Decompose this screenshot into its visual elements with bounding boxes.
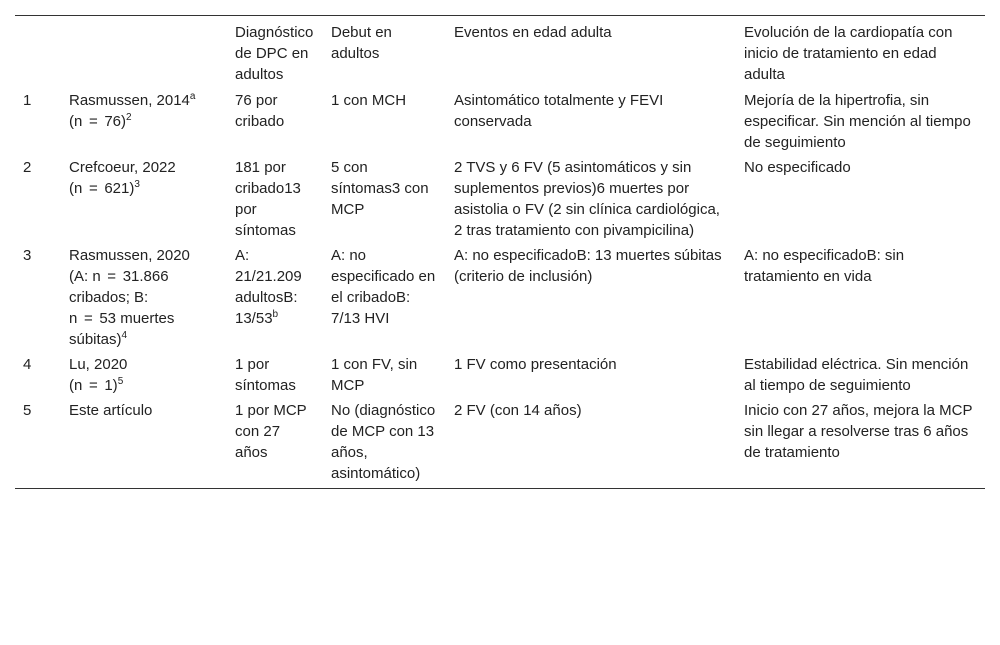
equals-sign: =: [107, 268, 117, 285]
evolution-cell: No especificado: [744, 159, 851, 176]
table-row: [15, 400, 985, 489]
diagnosis-cell: [227, 245, 323, 354]
evolution-cell: Mejoría de la hipertrofia, sin especificar. Sin mención al tiempo de seguimiento: [744, 92, 971, 151]
table-row: [15, 354, 985, 400]
debut-cell: 1 con FV, sin MCP: [331, 356, 418, 394]
equals-sign: =: [88, 113, 98, 130]
row-number: 3: [23, 247, 32, 264]
sample-size-prefix: (n: [69, 180, 83, 197]
study-cell: [61, 354, 227, 400]
reference-number: 2: [126, 112, 132, 123]
sample-size-prefix: (A: n: [69, 268, 101, 285]
events-cell: 1 FV como presentación: [454, 356, 617, 373]
study-cell: [61, 400, 227, 489]
table-row: [15, 245, 985, 354]
diagnosis-cell: 181 por cribado13 por síntomas: [235, 159, 301, 239]
row-number: 4: [23, 356, 32, 373]
sample-size-value: 621): [104, 180, 135, 197]
diagnosis-cell: 1 por MCP con 27 años: [235, 402, 307, 461]
evolution-cell: A: no especificadoB: sin tratamiento en vida: [744, 247, 905, 285]
study-cell: [61, 157, 227, 245]
comparison-table-container: [15, 15, 985, 489]
row-number: 1: [23, 92, 32, 109]
diagnosis-cell: 1 por síntomas: [235, 356, 296, 394]
evolution-cell: Estabilidad eléctrica. Sin mención al tiempo de seguimiento: [744, 356, 969, 394]
events-cell: 2 FV (con 14 años): [454, 402, 582, 419]
study-cell: [61, 245, 227, 354]
sample-size-value: 1): [104, 377, 118, 394]
header-cell-events: Eventos en edad adulta: [454, 24, 612, 41]
sample-size-prefix: n: [69, 310, 78, 327]
header-cell-debut: Debut en adultos: [331, 24, 392, 62]
footnote-mark: b: [272, 309, 279, 320]
equals-sign: =: [88, 180, 98, 197]
debut-cell: No (diagnóstico de MCP con 13 años, asintomático): [331, 402, 436, 482]
events-cell: Asintomático totalmente y FEVI conservada: [454, 92, 664, 130]
sample-size-prefix: (n: [69, 113, 83, 130]
diagnosis-text: A: 21/21.209 adultosB: 13/53: [235, 247, 302, 327]
sample-size-text: súbitas): [69, 331, 122, 348]
study-name: Crefcoeur, 2022: [69, 159, 176, 176]
header-cell-evolution: Evolución de la cardiopatía con inicio de tratamiento en edad adulta: [744, 24, 953, 83]
evolution-cell: Inicio con 27 años, mejora la MCP sin llegar a resolverse tras 6 años de tratamiento: [744, 402, 973, 461]
footnote-mark: a: [189, 91, 196, 102]
header-cell-diagnosis: Diagnóstico de DPC en adultos: [235, 24, 314, 83]
sample-size-prefix: (n: [69, 377, 83, 394]
sample-size-value: 31.866: [122, 268, 169, 285]
study-name: Lu, 2020: [69, 356, 128, 373]
debut-cell: 1 con MCH: [331, 92, 407, 109]
events-cell: A: no especificadoB: 13 muertes súbitas (criterio de inclusión): [454, 247, 722, 285]
table-header-row: [15, 16, 985, 91]
sample-size-value: 76): [104, 113, 127, 130]
reference-number: 5: [117, 376, 124, 387]
reference-number: 3: [134, 179, 140, 190]
study-name: Rasmussen, 2020: [69, 247, 190, 264]
equals-sign: =: [83, 310, 93, 327]
row-number: 5: [23, 402, 32, 419]
sample-size-value: 53 muertes: [99, 310, 175, 327]
debut-cell: 5 con síntomas3 con MCP: [331, 159, 429, 218]
debut-cell: A: no especificado en el cribadoB: 7/13 HVI: [331, 247, 436, 327]
table-row: [15, 90, 985, 157]
header-cell-number: [15, 16, 61, 91]
diagnosis-cell: 76 por cribado: [235, 92, 285, 130]
events-cell: 2 TVS y 6 FV (5 asintomáticos y sin suplementos previos)6 muertes por asistolia o FV (2 sin clínica cardiológica, 2 tras tratamiento con pivampicilina): [454, 159, 720, 239]
reference-number: 4: [121, 330, 128, 341]
table-row: [15, 157, 985, 245]
study-cell: [61, 90, 227, 157]
row-number: 2: [23, 159, 32, 176]
sample-size-text: cribados; B:: [69, 289, 149, 306]
study-name: Rasmussen, 2014: [69, 92, 190, 109]
equals-sign: =: [88, 377, 98, 394]
study-name: Este artículo: [69, 402, 153, 419]
header-cell-study: [61, 16, 227, 91]
comparison-table: [15, 15, 985, 489]
